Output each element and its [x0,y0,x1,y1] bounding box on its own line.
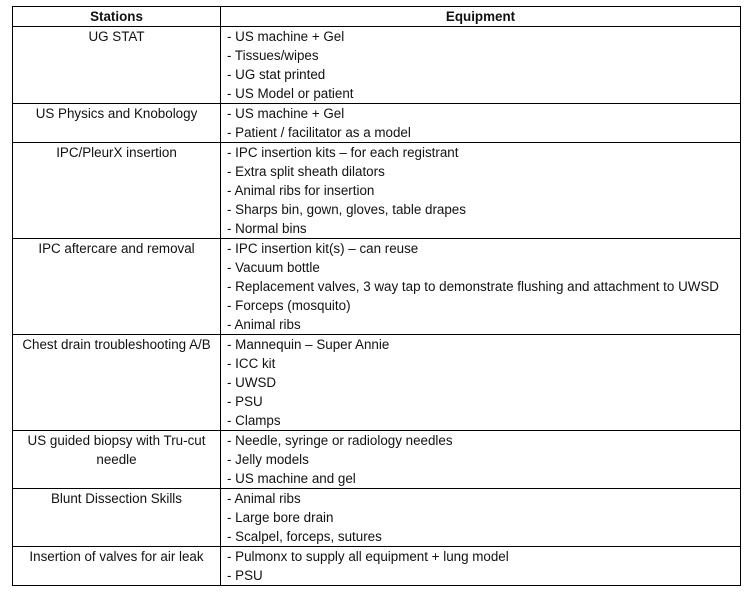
table-row [13,104,741,143]
equipment-item: - Normal bins [227,221,307,236]
equipment-item: - Extra split sheath dilators [227,164,385,179]
equipment-item: - US machine + Gel [227,106,345,121]
equipment-cell [221,335,741,431]
station-cell: Chest drain troubleshooting A/B [13,335,221,431]
equipment-item: - PSU [227,394,263,409]
station-cell: US Physics and Knobology [13,104,221,143]
equipment-item: - Animal ribs [227,317,301,332]
equipment-item: - Vacuum bottle [227,260,320,275]
equipment-cell [221,547,741,586]
header-stations: Stations [13,7,221,27]
station-cell: IPC/PleurX insertion [13,143,221,239]
station-cell: UG STAT [13,27,221,104]
table-row [13,489,741,547]
equipment-cell [221,143,741,239]
equipment-item: - Pulmonx to supply all equipment + lung model [227,549,509,564]
equipment-item: - PSU [227,568,263,583]
equipment-item: - Patient / facilitator as a model [227,125,411,140]
table-row [13,27,741,104]
equipment-item: - Animal ribs for insertion [227,183,375,198]
equipment-item: - Scalpel, forceps, sutures [227,529,382,544]
equipment-item: - US machine + Gel [227,29,345,44]
equipment-cell [221,431,741,489]
equipment-item: - Mannequin – Super Annie [227,337,390,352]
equipment-item: - US machine and gel [227,471,356,486]
equipment-cell [221,239,741,335]
table-row [13,547,741,586]
table-row [13,239,741,335]
header-row [13,7,741,27]
equipment-item: - Jelly models [227,452,309,467]
table-row [13,335,741,431]
equipment-item: - IPC insertion kits – for each registrant [227,145,459,160]
equipment-item: - UWSD [227,375,277,390]
equipment-item: - Animal ribs [227,491,301,506]
equipment-item: - Tissues/wipes [227,48,319,63]
equipment-item: - IPC insertion kit(s) – can reuse [227,241,419,256]
table-row [13,431,741,489]
station-cell: US guided biopsy with Tru-cut needle [13,431,221,489]
table-row [13,143,741,239]
stations-equipment-table [12,6,741,586]
equipment-item: - Clamps [227,413,281,428]
station-cell: IPC aftercare and removal [13,239,221,335]
equipment-item: - Replacement valves, 3 way tap to demonstrate flushing and attachment to UWSD [227,279,719,294]
equipment-item: - Forceps (mosquito) [227,298,351,313]
equipment-cell [221,104,741,143]
equipment-cell [221,27,741,104]
document-page [12,6,740,586]
station-cell: Blunt Dissection Skills [13,489,221,547]
equipment-item: - Sharps bin, gown, gloves, table drapes [227,202,466,217]
equipment-item: - UG stat printed [227,67,326,82]
equipment-item: - Large bore drain [227,510,334,525]
equipment-item: - US Model or patient [227,86,354,101]
equipment-item: - Needle, syringe or radiology needles [227,433,453,448]
equipment-item: - ICC kit [227,356,276,371]
header-equipment: Equipment [221,7,741,27]
station-cell: Insertion of valves for air leak [13,547,221,586]
equipment-cell [221,489,741,547]
